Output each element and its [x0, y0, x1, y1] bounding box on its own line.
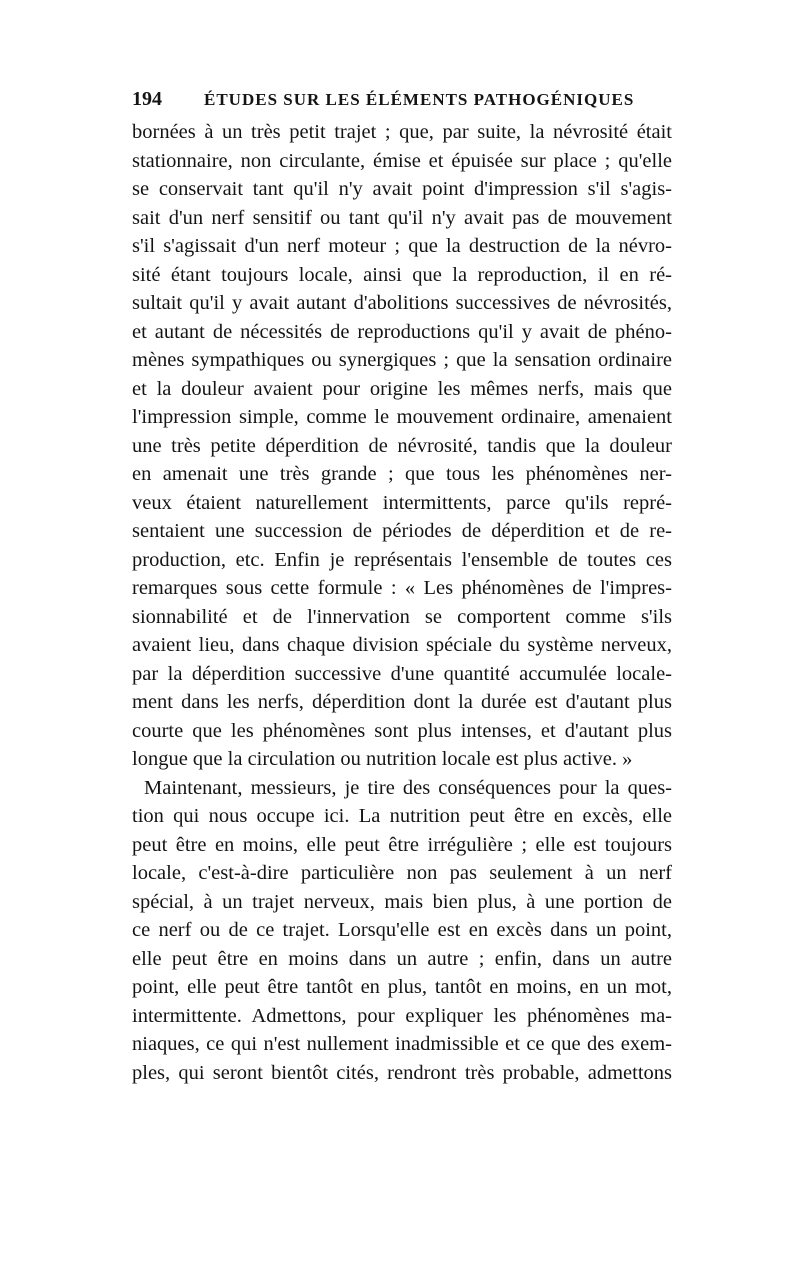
- text-line: ment dans les nerfs, déperdition dont la durée est d'autant plus: [132, 691, 672, 713]
- text-line: mènes sympathiques ou synergiques ; que la sensation ordinaire: [132, 349, 672, 371]
- text-line: ce nerf ou de ce trajet. Lorsqu'elle est en excès dans un point,: [132, 919, 672, 941]
- text-line: bornées à un très petit trajet ; que, par suite, la névrosité était: [132, 121, 672, 143]
- text-line: niaques, ce qui n'est nullement inadmissible et ce que des exem-: [132, 1033, 672, 1055]
- text-line: Maintenant, messieurs, je tire des conséquences pour la ques-: [144, 776, 672, 799]
- text-line: peut être en moins, elle peut être irrégulière ; elle est toujours: [132, 833, 672, 856]
- running-head: [132, 88, 672, 118]
- text-line: veux étaient naturellement intermittents, parce qu'ils repré-: [132, 491, 672, 514]
- text-line: longue que la circulation ou nutrition locale est plus active. »: [132, 748, 633, 770]
- text-line: stationnaire, non circulante, émise et épuisée sur place ; qu'elle: [132, 149, 672, 172]
- text-line: elle peut être en moins dans un autre ; enfin, dans un autre: [132, 947, 672, 970]
- text-line: locale, c'est-à-dire particulière non pas seulement à un nerf: [132, 862, 672, 884]
- text-line: se conservait tant qu'il n'y avait point d'impression s'il s'agis-: [132, 178, 672, 200]
- paragraph-2: [132, 774, 672, 1088]
- text-line: point, elle peut être tantôt en plus, tantôt en moins, en un mot,: [132, 976, 672, 998]
- text-line: intermittente. Admettons, pour expliquer les phénomènes ma-: [132, 1004, 672, 1027]
- text-line: remarques sous cette formule : « Les phénomènes de l'impres-: [132, 577, 672, 599]
- text-line: sultait qu'il y avait autant d'abolitions successives de névrosités,: [132, 292, 672, 314]
- text-line: en amenait une très grande ; que tous les phénomènes ner-: [132, 463, 672, 485]
- text-line: par la déperdition successive d'une quantité accumulée locale-: [132, 662, 672, 685]
- text-line: spécial, à un trajet nerveux, mais bien plus, à une portion de: [132, 890, 672, 913]
- text-line: sionnabilité et de l'innervation se comportent comme s'ils: [132, 605, 672, 628]
- book-page: [132, 88, 672, 1087]
- text-line: sentaient une succession de périodes de déperdition et de re-: [132, 520, 672, 542]
- text-line: s'il s'agissait d'un nerf moteur ; que la destruction de la névro-: [132, 235, 672, 257]
- text-line: sait d'un nerf sensitif ou tant qu'il n'y avait pas de mouvement: [132, 206, 672, 229]
- text-line: une très petite déperdition de névrosité, tandis que la douleur: [132, 434, 672, 457]
- text-line: sité étant toujours locale, ainsi que la reproduction, il en ré-: [132, 263, 672, 286]
- text-line: production, etc. Enfin je représentais l'ensemble de toutes ces: [132, 548, 672, 571]
- running-title: ÉTUDES SUR LES ÉLÉMENTS PATHOGÉNIQUES: [204, 90, 635, 109]
- text-line: et autant de nécessités de reproductions qu'il y avait de phéno-: [132, 320, 672, 343]
- text-line: tion qui nous occupe ici. La nutrition peut être en excès, elle: [132, 805, 672, 827]
- text-line: courte que les phénomènes sont plus intenses, et d'autant plus: [132, 719, 672, 742]
- text-line: et la douleur avaient pour origine les mêmes nerfs, mais que: [132, 377, 672, 400]
- text-line: l'impression simple, comme le mouvement ordinaire, amenaient: [132, 406, 672, 428]
- text-line: avaient lieu, dans chaque division spéciale du système nerveux,: [132, 634, 672, 656]
- text-line: ples, qui seront bientôt cités, rendront très probable, admettons: [132, 1061, 672, 1084]
- paragraph-1: [132, 118, 672, 774]
- page-number: 194: [132, 88, 162, 110]
